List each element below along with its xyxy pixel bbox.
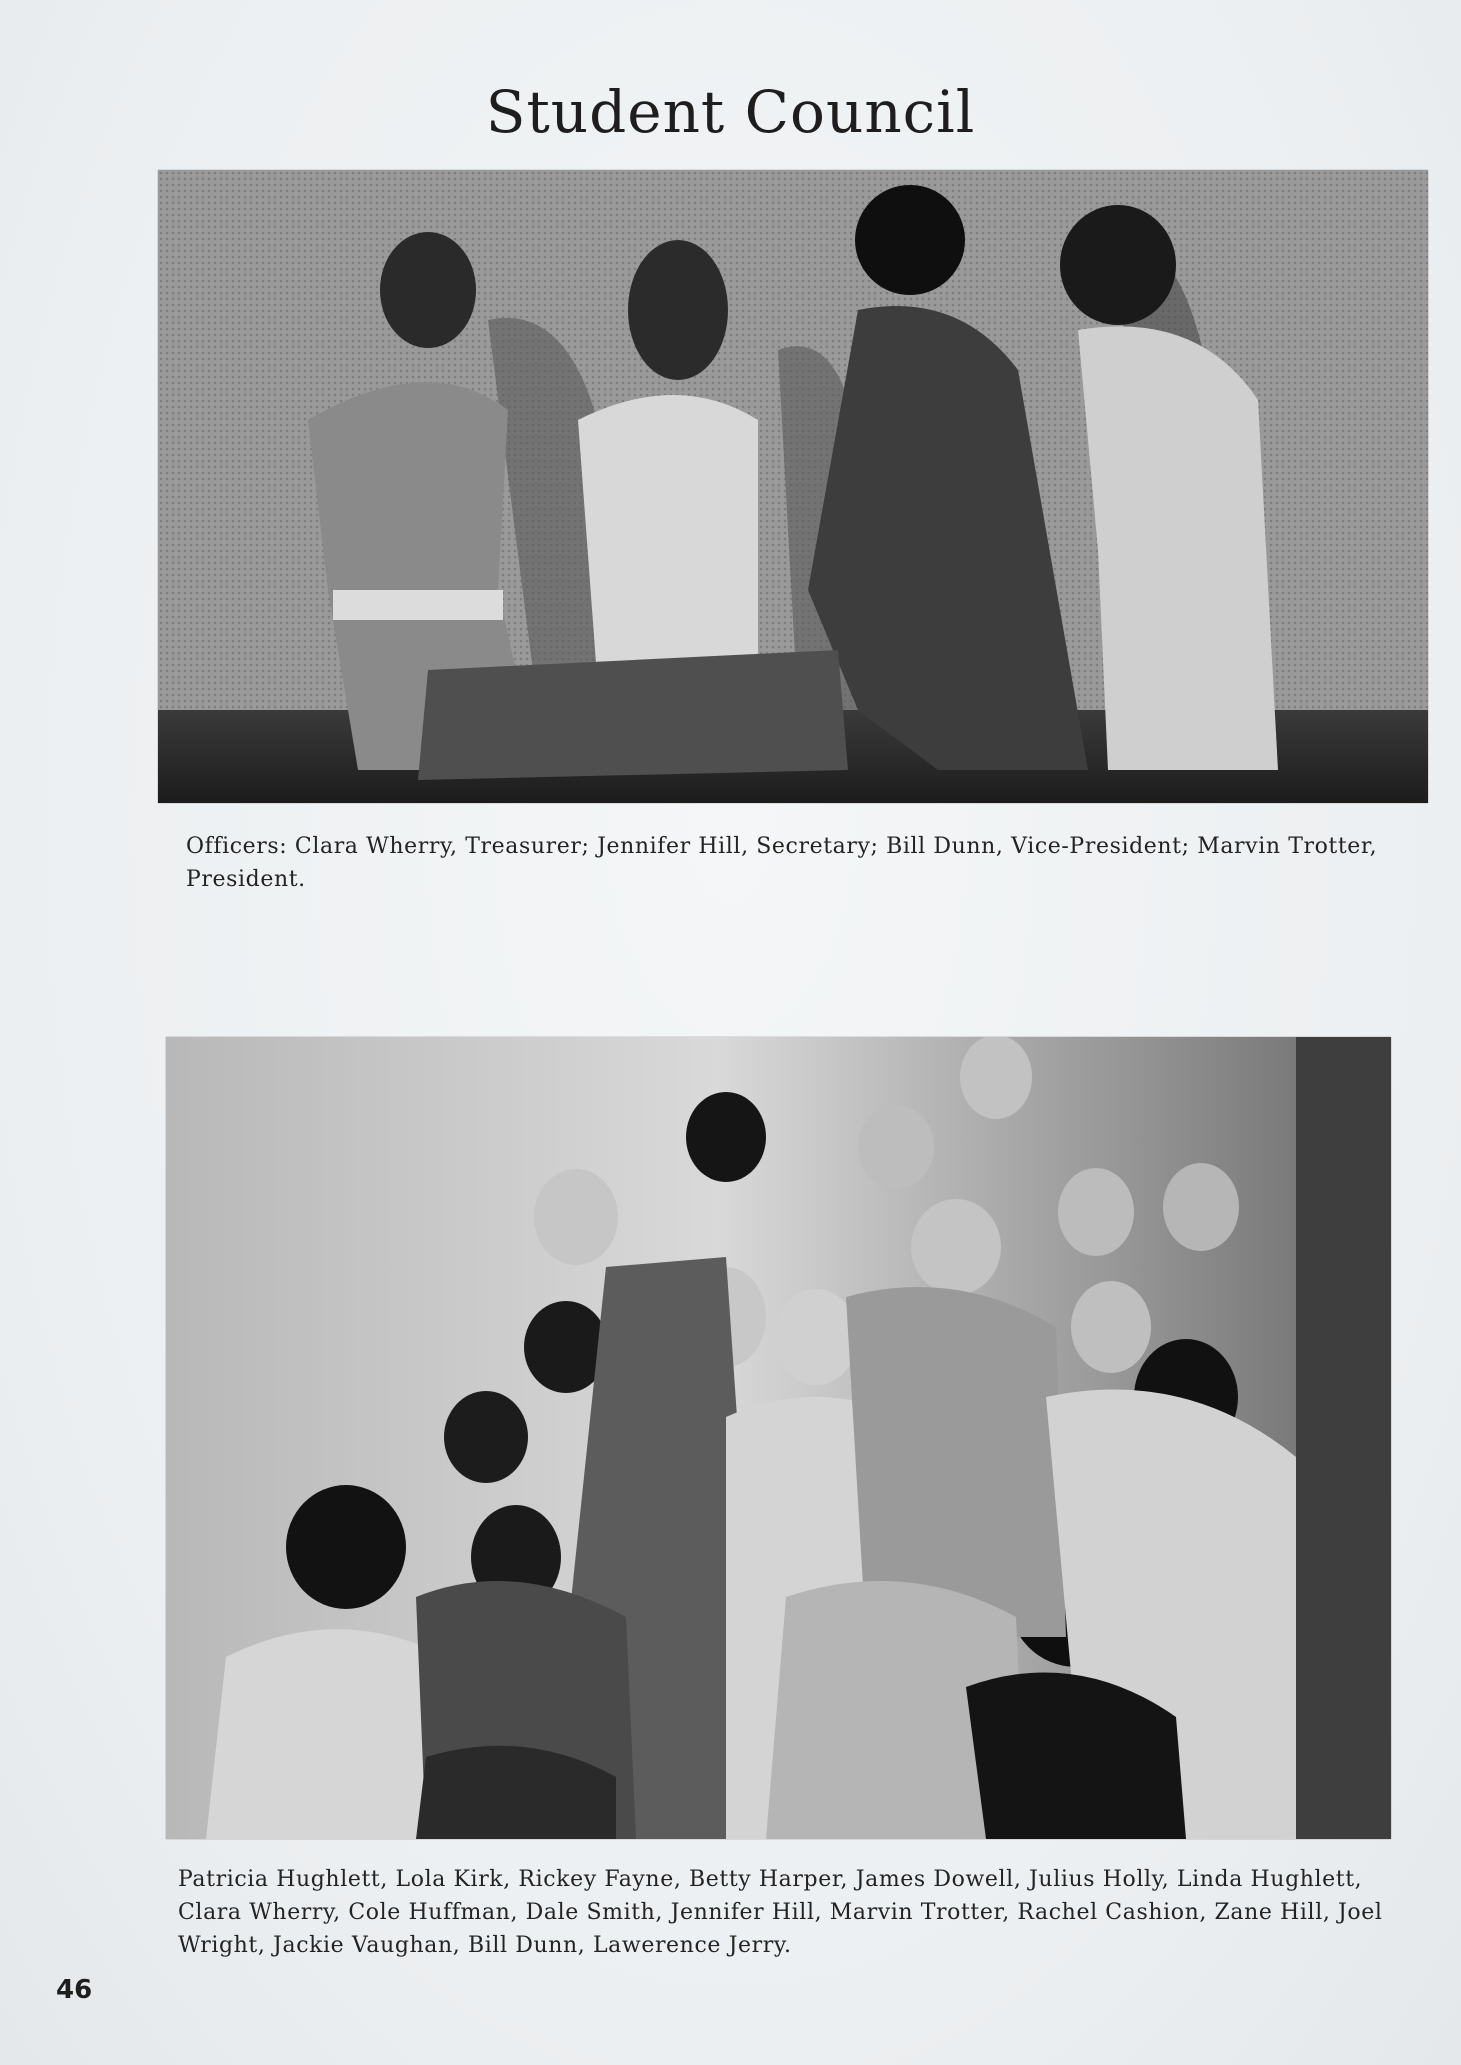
page-title: Student Council [485, 78, 976, 146]
group-photo [166, 1037, 1391, 1839]
group-caption: Patricia Hughlett, Lola Kirk, Rickey Fayne, Betty Harper, James Dowell, Julius Holly, Linda Hughlett, Clara Wherry, Cole Huffman, Dale Smith, Jennifer Hill, Marvin Trotter, Rachel Cashion, Zane Hill, Joel Wright, Jackie Vaughan, Bill Dunn, Lawerence Jerry. [178, 1867, 1383, 1958]
officers-photo [158, 170, 1428, 803]
officers-caption: Officers: Clara Wherry, Treasurer; Jennifer Hill, Secretary; Bill Dunn, Vice-President; Marvin Trotter, President. [186, 834, 1378, 892]
officers-photo-image [158, 170, 1428, 803]
page-number: 46 [56, 1975, 93, 2005]
group-photo-image [166, 1037, 1391, 1839]
